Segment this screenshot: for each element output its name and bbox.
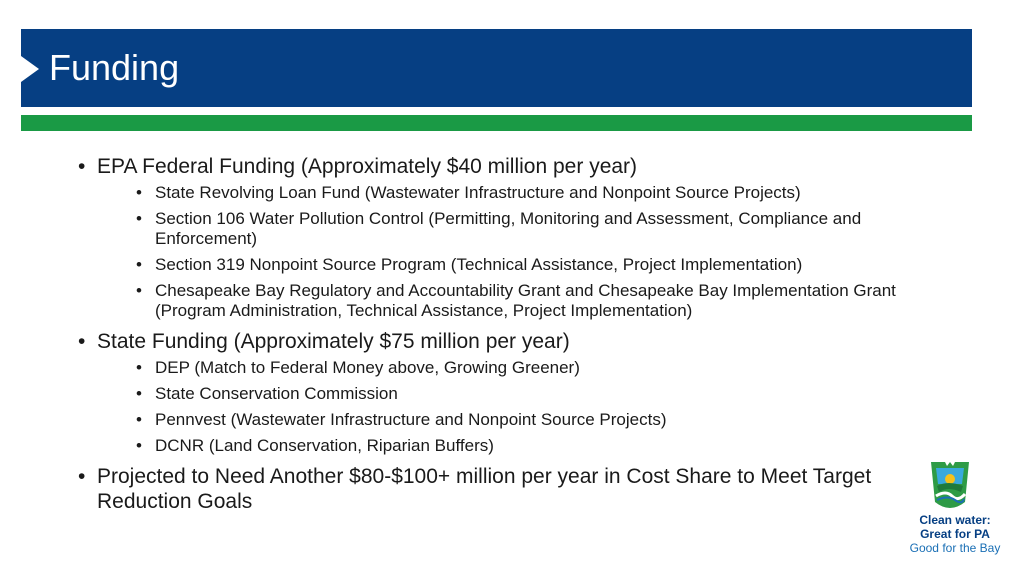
clean-water-logo [900,460,1010,560]
pennsylvania-keystone-icon [928,460,972,512]
sub-bullet-list [97,358,938,456]
sub-bullet: • Chesapeake Bay Regulatory and Accountability Grant and Chesapeake Bay Implementation Grant (Program Administration, Technical Assistance, Project Implementation) [136,281,938,321]
sub-bullet: • State Revolving Loan Fund (Wastewater Infrastructure and Nonpoint Source Projects) [136,183,938,203]
sub-bullet: • DEP (Match to Federal Money above, Growing Greener) [136,358,938,378]
bullet-list [78,154,938,514]
bullet-projected-need [78,464,938,514]
logo-line-2: Great for PA [920,527,990,541]
logo-line-3: Good for the Bay [909,541,1001,555]
sub-bullet: • DCNR (Land Conservation, Riparian Buffers) [136,436,938,456]
bullet-epa-federal-funding [78,154,938,321]
sub-bullet: • Pennvest (Wastewater Infrastructure and Nonpoint Source Projects) [136,410,938,430]
bullet-text: Projected to Need Another $80-$100+ million per year in Cost Share to Meet Target Reduction Goals [97,465,872,513]
sub-bullet-list [97,183,938,321]
slide-title: Funding [49,47,180,88]
bullet-text: EPA Federal Funding (Approximately $40 million per year) [97,155,638,178]
title-arrow-icon [21,56,39,82]
bullet-text: State Funding (Approximately $75 million per year) [97,330,570,353]
sub-bullet: • Section 106 Water Pollution Control (Permitting, Monitoring and Assessment, Compliance and Enforcement) [136,209,938,249]
sub-bullet: • State Conservation Commission [136,384,938,404]
logo-line-1: Clean water: [919,513,991,527]
bullet-state-funding [78,329,938,456]
accent-bar [21,115,972,131]
sub-bullet: • Section 319 Nonpoint Source Program (Technical Assistance, Project Implementation) [136,255,938,275]
